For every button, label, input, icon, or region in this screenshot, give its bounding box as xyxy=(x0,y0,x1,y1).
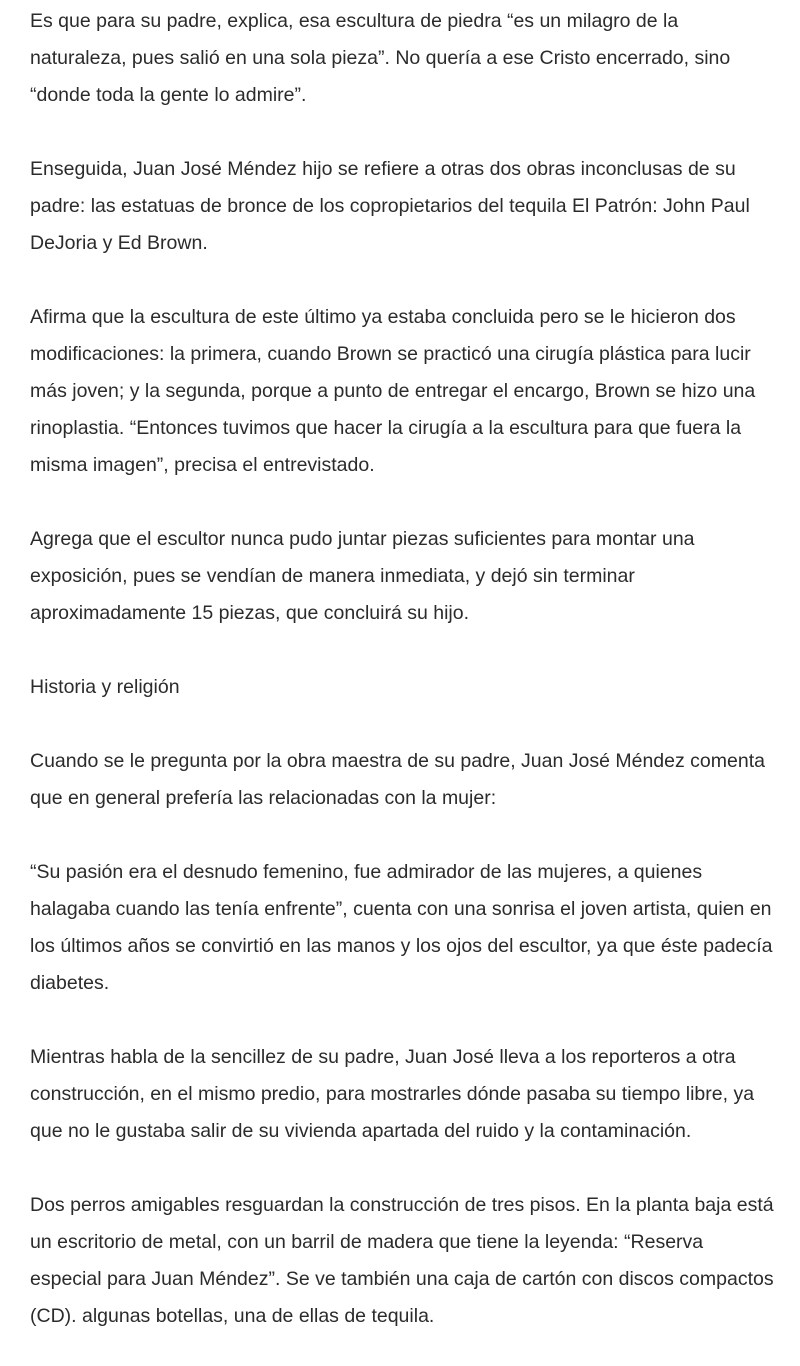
paragraph: Agrega que el escultor nunca pudo juntar piezas suficientes para montar una exposición, pues se vendían de manera inmediata, y dejó sin terminar aproximadamente 15 piezas, que concluirá su hijo. xyxy=(30,528,695,624)
paragraph: Mientras habla de la sencillez de su padre, Juan José lleva a los reporteros a otra construcción, en el mismo predio, para mostrarles dónde pasaba su tiempo libre, ya que no le gustaba salir de su vivienda apartada del ruido y la contaminación. xyxy=(30,1046,755,1142)
paragraph: Es que para su padre, explica, esa escultura de piedra “es un milagro de la naturaleza, pues salió en una sola pieza”. No quería a ese Cristo encerrado, sino “donde toda la gente lo admire”. xyxy=(30,10,731,106)
section-subheading: Historia y religión xyxy=(30,676,180,698)
quote-paragraph: “Su pasión era el desnudo femenino, fue admirador de las mujeres, a quienes halagaba cuando las tenía enfrente”, cuenta con una sonrisa el joven artista, quien en los últimos años se convirtió en las manos y los ojos del escultor, ya que éste padecía diabetes. xyxy=(30,861,773,994)
paragraph: Cuando se le pregunta por la obra maestra de su padre, Juan José Méndez comenta que en general prefería las relacionadas con la mujer: xyxy=(30,750,765,809)
paragraph: Afirma que la escultura de este último ya estaba concluida pero se le hicieron dos modificaciones: la primera, cuando Brown se practicó una cirugía plástica para lucir más joven; y la segunda, porque a punto de entregar el encargo, Brown se hizo una rinoplastia. “Entonces tuvimos que hacer la cirugía a la escultura para que fuera la misma imagen”, precisa el entrevistado. xyxy=(30,306,756,476)
paragraph: Dos perros amigables resguardan la construcción de tres pisos. En la planta baja está un escritorio de metal, con un barril de madera que tiene la leyenda: “Reserva especial para Juan Méndez”. Se ve también una caja de cartón con discos compactos (CD). algunas botellas, una de ellas de tequila. xyxy=(30,1194,774,1327)
paragraph: Enseguida, Juan José Méndez hijo se refiere a otras dos obras inconclusas de su padre: las estatuas de bronce de los copropietarios del tequila El Patrón: John Paul DeJoria y Ed Brown. xyxy=(30,158,750,254)
